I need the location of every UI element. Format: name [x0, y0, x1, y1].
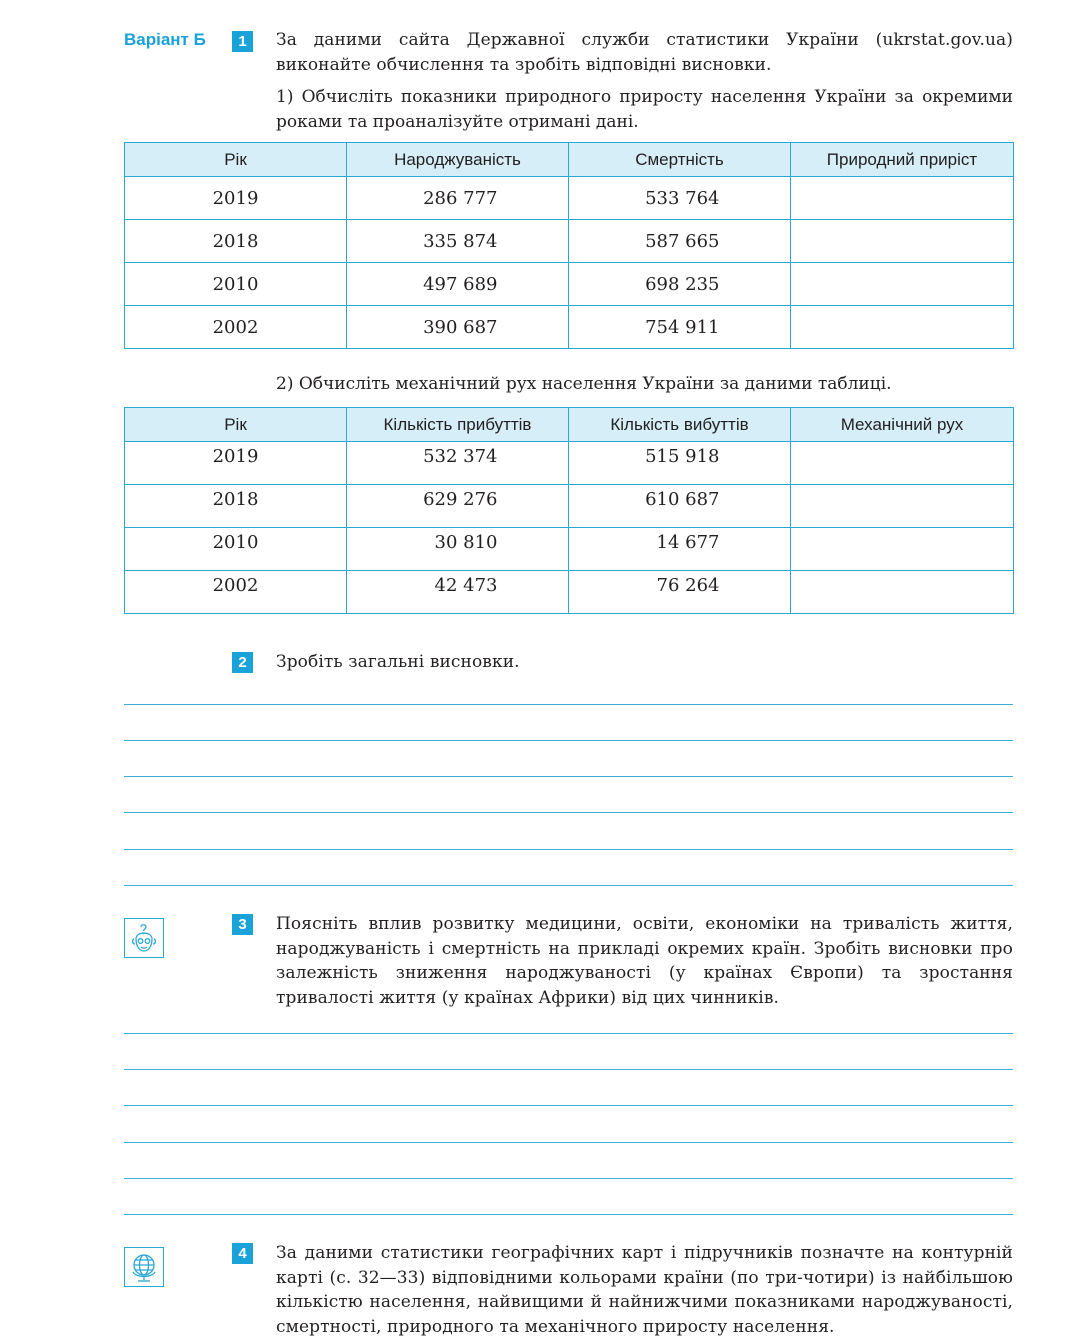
table-row — [125, 571, 1014, 614]
cell-year: 2018 — [125, 220, 347, 263]
cell-arrivals: 30 810 — [347, 528, 569, 571]
table-row — [125, 306, 1014, 349]
cell-births: 497 689 — [347, 263, 569, 306]
col-header-migration: Механічний рух — [791, 408, 1014, 442]
cell-departures: 515 918 — [569, 442, 791, 485]
answer-line[interactable] — [124, 1069, 1013, 1070]
task-3-number: 3 — [232, 914, 253, 935]
cell-year: 2019 — [125, 177, 347, 220]
answer-line[interactable] — [124, 776, 1013, 777]
col-header-deaths: Смертність — [569, 143, 791, 177]
col-header-natural-growth: Природний приріст — [791, 143, 1014, 177]
answer-line[interactable] — [124, 1142, 1013, 1143]
task-1-subtask-1-text: 1) Обчисліть показники природного приросту населення України за окремими роками та проаналізуйте отримані дані. — [276, 87, 1013, 132]
migration-table — [124, 407, 1014, 614]
cell-answer-blank[interactable] — [791, 263, 1014, 306]
task-1-subtask-1 — [276, 85, 1013, 134]
col-header-arrivals: Кількість прибуттів — [347, 408, 569, 442]
globe-icon-graphic — [125, 1248, 163, 1286]
cell-year: 2018 — [125, 485, 347, 528]
cell-births: 286 777 — [347, 177, 569, 220]
thinking-head-icon-graphic — [125, 919, 163, 957]
answer-line[interactable] — [124, 1178, 1013, 1179]
task-1-subtask-2: 2) Обчисліть механічний рух населення України за даними таблиці. — [276, 374, 892, 394]
table-row — [125, 220, 1014, 263]
cell-births: 335 874 — [347, 220, 569, 263]
answer-line[interactable] — [124, 849, 1013, 850]
task-4-text: За даними статистики географічних карт і підручників позначте на контурній карті (с. 32—33) відповідними кольорами країни (по три-чотири) із найбільшою кількістю населення, найвищими й найнижчими показниками народжуваності, смертності, природного та механічного приросту населення. — [276, 1243, 1013, 1337]
answer-line[interactable] — [124, 1214, 1013, 1215]
task-3-text: Поясніть вплив розвитку медицини, освіти, економіки на тривалість життя, народжуваність і смертність на прикладі окремих країн. Зробіть висновки про залежність зниження народжуваності (у країнах Європи) та зростання тривалості життя (у країнах Африки) від цих чинників. — [276, 914, 1013, 1008]
globe-icon — [124, 1247, 164, 1287]
cell-departures: 14 677 — [569, 528, 791, 571]
table-row — [125, 485, 1014, 528]
answer-line[interactable] — [124, 704, 1013, 705]
answer-line[interactable] — [124, 885, 1013, 886]
answer-line[interactable] — [124, 1033, 1013, 1034]
table-row — [125, 528, 1014, 571]
cell-deaths: 587 665 — [569, 220, 791, 263]
cell-answer-blank[interactable] — [791, 306, 1014, 349]
answer-line[interactable] — [124, 1105, 1013, 1106]
cell-deaths: 698 235 — [569, 263, 791, 306]
cell-arrivals: 42 473 — [347, 571, 569, 614]
cell-year: 2019 — [125, 442, 347, 485]
cell-year: 2002 — [125, 571, 347, 614]
table-header-row — [125, 408, 1014, 442]
table-row — [125, 177, 1014, 220]
cell-answer-blank[interactable] — [791, 528, 1014, 571]
col-header-departures: Кількість вибуттів — [569, 408, 791, 442]
table-row — [125, 442, 1014, 485]
task-1-number: 1 — [232, 31, 253, 52]
task-2-number: 2 — [232, 652, 253, 673]
answer-line[interactable] — [124, 740, 1013, 741]
col-header-births: Народжуваність — [347, 143, 569, 177]
cell-year: 2010 — [125, 263, 347, 306]
cell-departures: 76 264 — [569, 571, 791, 614]
cell-answer-blank[interactable] — [791, 442, 1014, 485]
task-2-text: Зробіть загальні висновки. — [276, 652, 520, 672]
variant-label: Варіант Б — [124, 30, 206, 49]
cell-answer-blank[interactable] — [791, 571, 1014, 614]
cell-year: 2002 — [125, 306, 347, 349]
cell-answer-blank[interactable] — [791, 485, 1014, 528]
cell-deaths: 754 911 — [569, 306, 791, 349]
table-header-row — [125, 143, 1014, 177]
task-4-number: 4 — [232, 1243, 253, 1264]
answer-line[interactable] — [124, 812, 1013, 813]
table-row — [125, 263, 1014, 306]
cell-year: 2010 — [125, 528, 347, 571]
cell-births: 390 687 — [347, 306, 569, 349]
cell-answer-blank[interactable] — [791, 177, 1014, 220]
cell-deaths: 533 764 — [569, 177, 791, 220]
natural-growth-table — [124, 142, 1014, 349]
col-header-year: Рік — [125, 408, 347, 442]
cell-departures: 610 687 — [569, 485, 791, 528]
cell-arrivals: 629 276 — [347, 485, 569, 528]
cell-arrivals: 532 374 — [347, 442, 569, 485]
thinking-head-icon — [124, 918, 164, 958]
col-header-year: Рік — [125, 143, 347, 177]
task-1-intro: За даними сайта Державної служби статистики України (ukrstat.gov.ua) виконайте обчислення та зробіть відповідні висновки. — [276, 30, 1013, 75]
cell-answer-blank[interactable] — [791, 220, 1014, 263]
